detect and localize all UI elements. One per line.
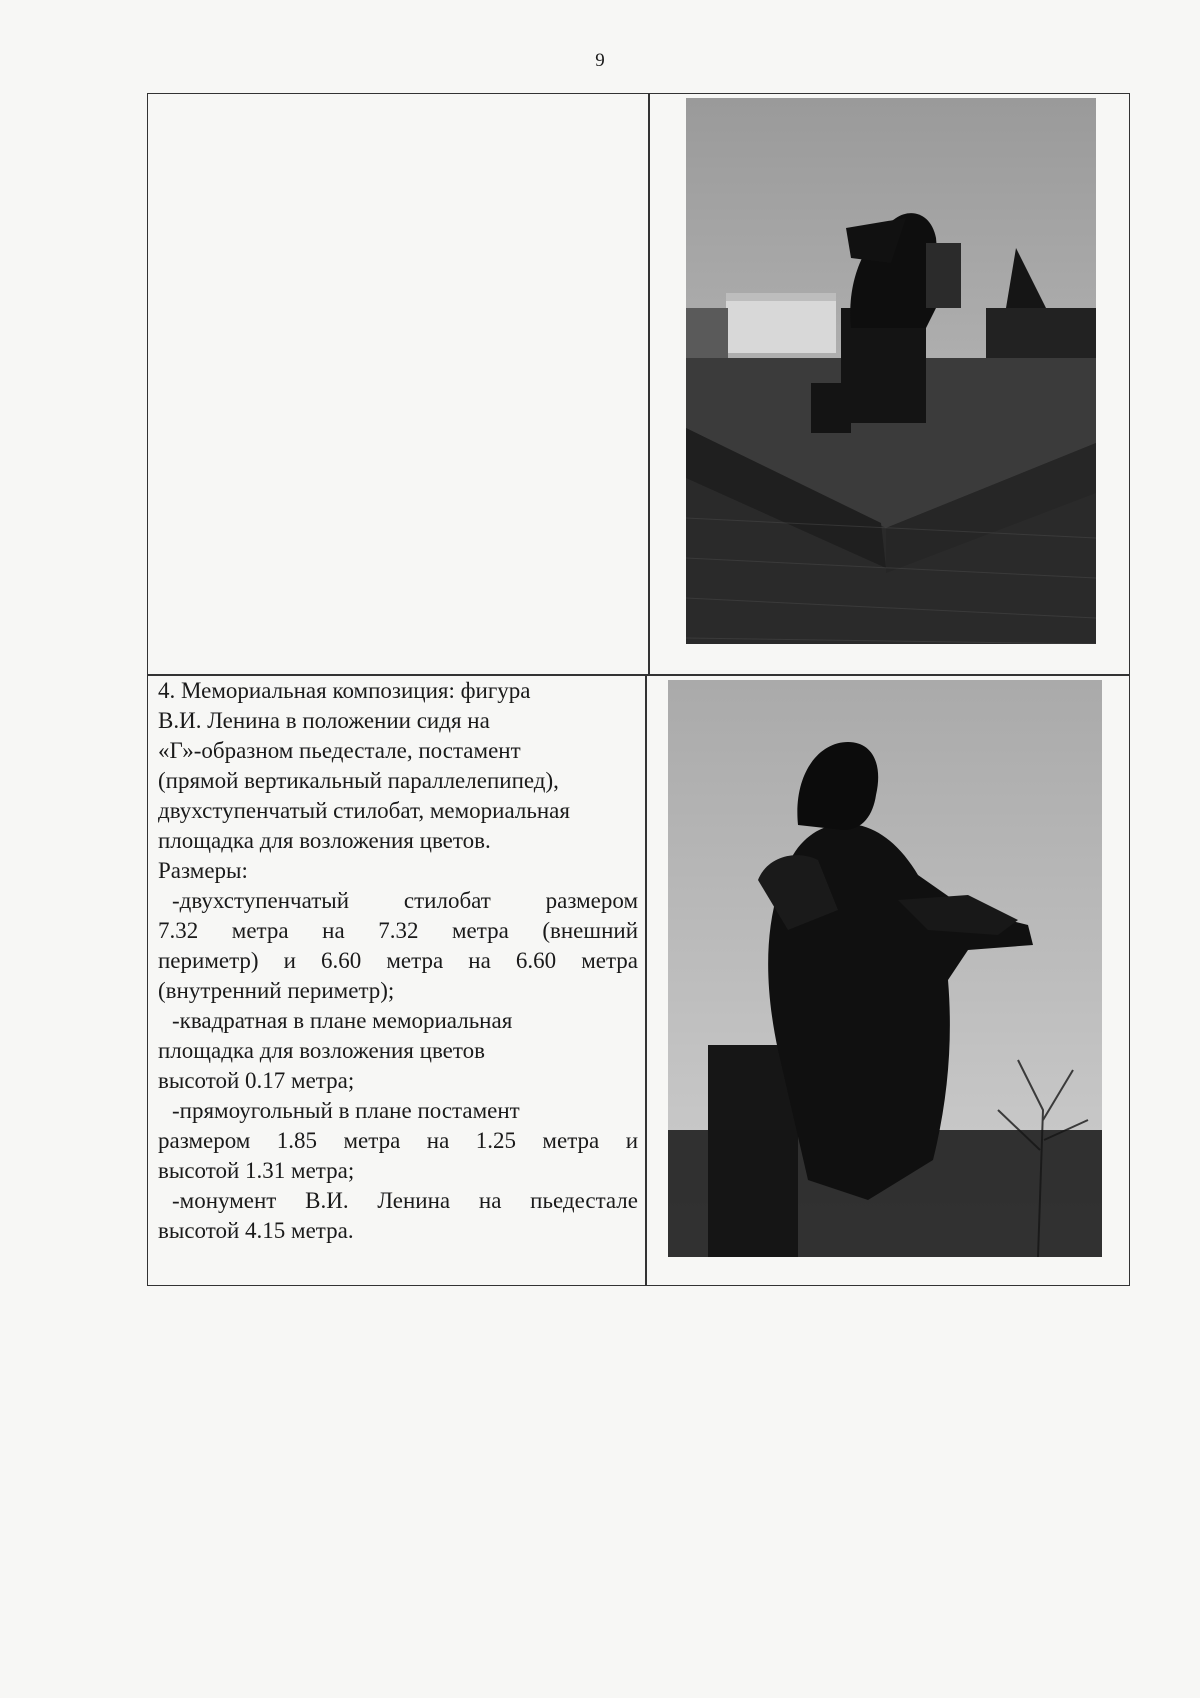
size-item-line: высотой 0.17 метра; (158, 1068, 355, 1093)
sizes-label: Размеры: (158, 858, 248, 883)
monument-description (158, 676, 638, 1246)
table-divider-bottom (645, 674, 647, 1285)
size-item-line: размером 1.85 метра на 1.25 метра и (158, 1128, 638, 1153)
description-line: площадка для возложения цветов. (158, 828, 491, 853)
description-line: (прямой вертикальный параллелепипед), (158, 768, 559, 793)
description-line: В.И. Ленина в положении сидя на (158, 708, 490, 733)
size-item-line: 7.32 метра на 7.32 метра (внешний (158, 918, 638, 943)
size-item-line: -двухступенчатый стилобат размером (172, 888, 638, 913)
size-item-line: высотой 4.15 метра. (158, 1218, 354, 1243)
page-number: 9 (595, 50, 605, 71)
size-item-line: -прямоугольный в плане постамент (172, 1098, 520, 1123)
size-item-line: периметр) и 6.60 метра на 6.60 метра (158, 948, 638, 973)
size-item-line: -монумент В.И. Ленина на пьедестале (172, 1188, 638, 1213)
table-divider-top (648, 94, 650, 674)
description-line: двухступенчатый стилобат, мемориальная (158, 798, 570, 823)
description-line: 4. Мемориальная композиция: фигура (158, 678, 531, 703)
size-item-line: высотой 1.31 метра; (158, 1158, 355, 1183)
document-table (147, 93, 1130, 1286)
size-item-line: (внутренний периметр); (158, 978, 395, 1003)
monument-square-photo (686, 98, 1096, 644)
seated-statue-photo (668, 680, 1102, 1257)
description-line: «Г»-образном пьедестале, постамент (158, 738, 521, 763)
size-item-line: -квадратная в плане мемориальная (172, 1008, 513, 1033)
size-item-line: площадка для возложения цветов (158, 1038, 485, 1063)
